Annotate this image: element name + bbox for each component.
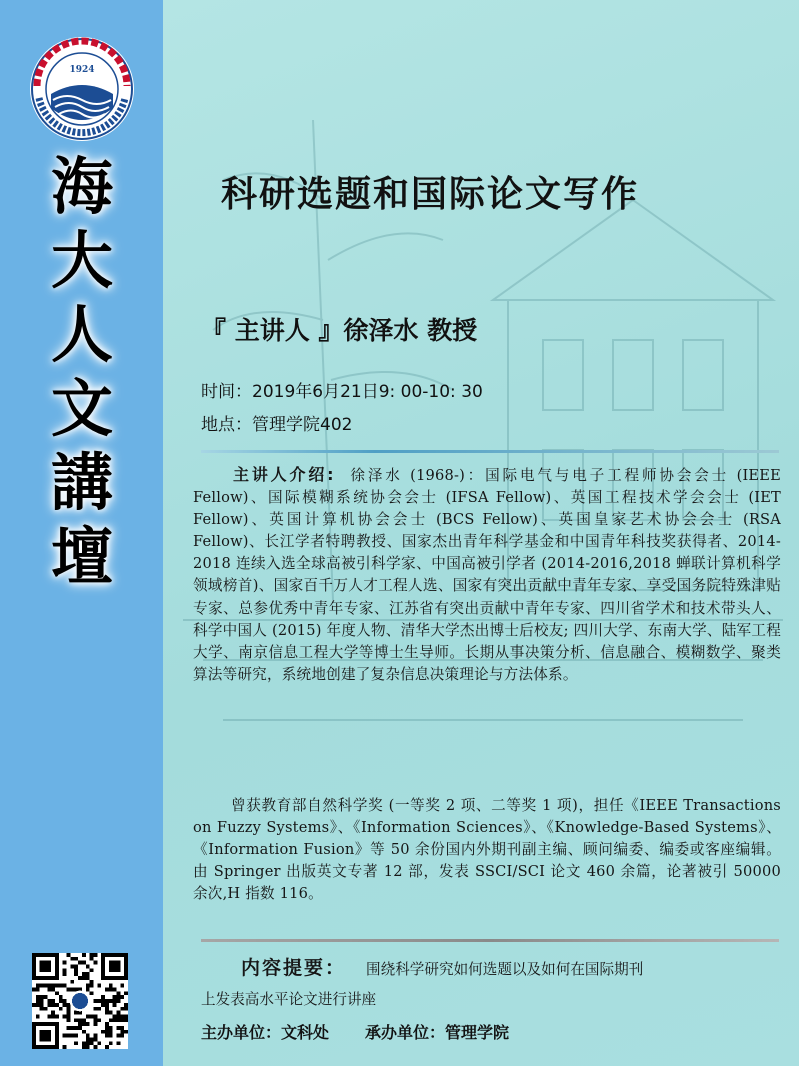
divider (201, 450, 779, 453)
bio-text: 徐泽水 (1968-)：国际电气与电子工程师协会会士 (IEEE Fellow)、国际模糊系统协会会士 (IFSA Fellow)、英国工程技术学会会士 (IET Fellow)、英国计算机协会会士 (BCS Fellow)、英国皇家艺术协会会士 (RSA Fellow)、长江学者特聘教授、国家杰出青年科学基金和中国青年科技奖获得者、2014-2018 连续入选全球高被引科学家、中国高被引学者 (2014-2016,2018 蝉联计算机科学领域榜首)、国家百千万人才工程人选、国家有突出贡献中青年专家、享受国务院特殊津贴专家、总参优秀中青年专家、江苏省有突出贡献中青年专家、四川省学术和技术带头人、科学中国人 (2015) 年度人物、清华大学杰出博士后校友; 四川大学、东南大学、陆军工程大学、南京信息工程大学等博士生导师。长期从事决策分析、信息融合、模糊数学、聚类算法等研究，系统地创建了复杂信息决策理论与方法体系。 (193, 467, 781, 683)
logo-year: 1924 (69, 65, 95, 75)
vertical-title-char: 海 (50, 150, 113, 223)
co-host-organizer: 承办单位：管理学院 (365, 1023, 510, 1042)
sidebar (0, 0, 163, 1066)
place-line: 地点：管理学院402 (201, 415, 353, 435)
awards-paragraph: 曾获教育部自然科学奖 (一等奖 2 项、二等奖 1 项)，担任《IEEE Transactions on Fuzzy Systems》、《Information Sciences》、《Knowledge-Based Systems》、《Information Fusion》等 50 余份国内外期刊副主编、顾问编委、编委或客座编辑。由 Springer 出版英文专著 12 部，发表 SSCI/SCI 论文 460 余篇，论著被引 50000 余次,H 指数 116。 (193, 797, 781, 903)
summary-text: 上发表高水平论文进行讲座 (201, 991, 377, 1008)
vertical-title-char: 壇 (50, 520, 113, 593)
vertical-title-char: 講 (50, 446, 113, 519)
page-title: 科研选题和国际论文写作 (221, 174, 640, 215)
organizers (201, 1020, 509, 1043)
vertical-title-char: 大 (50, 224, 113, 297)
vertical-title-char: 文 (50, 372, 113, 445)
summary-section (201, 953, 781, 1009)
host-organizer: 主办单位：文科处 (201, 1023, 330, 1042)
divider (201, 939, 779, 942)
bio-label: 主讲人介绍: (233, 465, 334, 484)
university-seal-icon (29, 36, 135, 142)
vertical-title-char: 人 (50, 298, 113, 371)
speaker-bio (193, 464, 781, 686)
time-line: 时间：2019年6月21日9: 00-10: 30 (201, 382, 483, 402)
summary-text: 围绕科学研究如何选题以及如何在国际期刊 (366, 961, 644, 978)
vertical-title (22, 150, 142, 594)
summary-label: 内容提要： (241, 957, 347, 979)
qr-code-icon (32, 953, 128, 1049)
speaker-line: 『 主讲人 』徐泽水 教授 (201, 316, 478, 345)
